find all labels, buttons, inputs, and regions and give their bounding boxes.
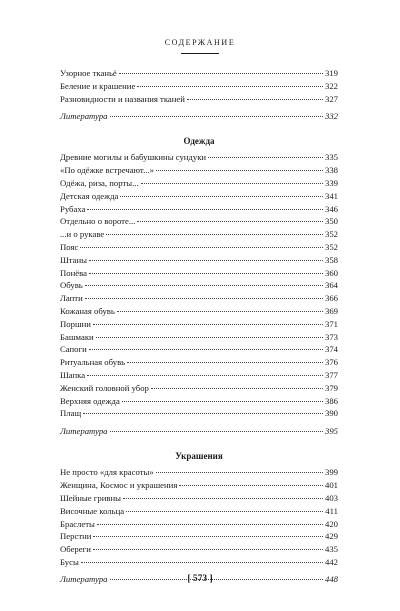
dot-leader [119, 73, 323, 74]
toc-entry [60, 228, 338, 241]
dot-leader [89, 349, 323, 350]
entry-title: Беление и крашение [60, 80, 136, 91]
dot-leader [137, 86, 323, 87]
entry-page: 403 [324, 492, 338, 503]
entry-title: Кожаная обувь [60, 306, 115, 317]
toc-entry [60, 556, 338, 569]
toc-entry [60, 356, 338, 369]
entry-page: 322 [324, 80, 338, 91]
section-title: Одежда [183, 135, 215, 146]
entry-page: 442 [324, 556, 338, 567]
entry-page: 399 [324, 467, 338, 478]
entry-title: Рубаха [60, 203, 86, 214]
entry-title: Женский головной убор [60, 382, 149, 393]
entry-title: Литература [60, 574, 108, 585]
toc-entry [60, 382, 338, 395]
dot-leader [117, 311, 323, 312]
entry-title: Детская одежда [60, 190, 119, 201]
toc-entry [60, 267, 338, 280]
dot-leader [81, 562, 323, 563]
dot-leader [187, 99, 323, 100]
page-number: [ 573 ] [187, 574, 213, 584]
entry-title: ...и о рукаве [60, 229, 105, 240]
entry-page: 411 [325, 505, 338, 516]
entry-page: 366 [324, 293, 338, 304]
entry-title: Бусы [60, 556, 79, 567]
toc-entry [60, 492, 338, 505]
entry-page: 335 [324, 152, 338, 163]
entry-page: 338 [324, 165, 338, 176]
toc-entry [60, 164, 338, 177]
entry-title: Обувь [60, 280, 83, 291]
dot-leader [110, 431, 323, 432]
entry-title: Литература [60, 425, 108, 436]
entry-page: 360 [324, 267, 338, 278]
dot-leader [80, 247, 323, 248]
dot-leader [126, 511, 323, 512]
entry-title: Литература [60, 110, 108, 121]
toc-entry [60, 505, 338, 518]
entry-title: Ритуальная обувь [60, 357, 126, 368]
entry-page: 327 [324, 93, 338, 104]
dot-leader [85, 298, 323, 299]
entry-title: Штаны [60, 254, 88, 265]
entry-title: Женщина, Космос и украшения [60, 480, 178, 491]
dot-leader [208, 157, 323, 158]
entry-title: Шапка [60, 370, 86, 381]
entry-page: 369 [324, 306, 338, 317]
entry-page: 374 [324, 344, 338, 355]
toc-entry [60, 369, 338, 382]
entry-page: 339 [324, 178, 338, 189]
toc-entry [60, 177, 338, 190]
entry-page: 346 [324, 203, 338, 214]
dot-leader [122, 401, 323, 402]
entry-title: Браслеты [60, 518, 95, 529]
toc-entry [60, 151, 338, 164]
entry-page: 429 [324, 531, 338, 542]
entry-page: 352 [324, 242, 338, 253]
toc-entry [60, 241, 338, 254]
entry-title: Древние могилы и бабушкины сундуки [60, 152, 207, 163]
entry-page: 364 [324, 280, 338, 291]
entry-title: Одёжа, риза, порты... [60, 178, 139, 189]
header-rule [181, 53, 219, 54]
entry-title: Шейные гривны [60, 492, 121, 503]
entry-page: 376 [324, 357, 338, 368]
entry-title: Башмаки [60, 331, 94, 342]
entry-title: Узорное тканьё [60, 68, 117, 78]
entry-page: 350 [324, 216, 338, 227]
toc-entry [60, 395, 338, 408]
entry-title: Верхняя одежда [60, 395, 120, 406]
dot-leader [97, 524, 323, 525]
dot-leader [83, 413, 323, 414]
entry-title: Понёва [60, 267, 87, 278]
toc-entry [60, 530, 338, 543]
table-of-contents [60, 67, 338, 586]
dot-leader [93, 549, 323, 550]
entry-page: 401 [324, 480, 338, 491]
entry-page: 390 [324, 408, 338, 419]
entry-page: 379 [324, 382, 338, 393]
entry-title: Поршни [60, 318, 91, 329]
dot-leader [123, 498, 323, 499]
entry-title: Не просто «для красоты» [60, 467, 154, 478]
toc-entry [60, 318, 338, 331]
entry-page: 341 [324, 190, 338, 201]
entry-page: 386 [324, 395, 338, 406]
dot-leader [106, 234, 323, 235]
entry-title: «По одёжке встречают...» [60, 165, 154, 176]
entry-page: 435 [324, 544, 338, 555]
toc-entry [60, 279, 338, 292]
entry-page: 319 [324, 68, 338, 78]
toc-entry [60, 203, 338, 216]
entry-page: 352 [324, 229, 338, 240]
dot-leader [85, 285, 323, 286]
entry-page: 358 [324, 254, 338, 265]
entry-title: Сапоги [60, 344, 87, 355]
entry-title: Пояс [60, 242, 79, 253]
toc-entry [60, 543, 338, 556]
dot-leader [110, 116, 323, 117]
dot-leader [87, 209, 323, 210]
literature-entry [60, 110, 338, 123]
entry-page: 395 [324, 425, 338, 436]
running-header: СОДЕРЖАНИЕ [164, 38, 236, 47]
section-title: Украшения [175, 450, 223, 461]
toc-entry [60, 305, 338, 318]
literature-entry [60, 425, 338, 438]
entry-title: Разновидности и названия тканей [60, 93, 185, 104]
entry-title: Лапти [60, 293, 83, 304]
dot-leader [127, 362, 323, 363]
dot-leader [179, 485, 323, 486]
dot-leader [151, 388, 323, 389]
dot-leader [96, 337, 323, 338]
toc-entry [60, 190, 338, 203]
entry-page: 332 [324, 110, 338, 121]
toc-entry [60, 331, 338, 344]
dot-leader [93, 324, 323, 325]
toc-entry [60, 292, 338, 305]
toc-entry [60, 93, 338, 106]
toc-entry [60, 80, 338, 93]
dot-leader [89, 260, 323, 261]
entry-title: Перстни [60, 531, 92, 542]
dot-leader [93, 536, 323, 537]
entry-title: Отдельно о вороте... [60, 216, 136, 227]
entry-title: Плащ [60, 408, 82, 419]
entry-page: 371 [324, 318, 338, 329]
toc-entry [60, 407, 338, 420]
entry-title: Обереги [60, 544, 91, 555]
entry-page: 377 [324, 370, 338, 381]
entry-title: Височные кольца [60, 505, 125, 516]
dot-leader [156, 472, 323, 473]
dot-leader [156, 170, 323, 171]
dot-leader [87, 375, 323, 376]
entry-page: 448 [324, 574, 338, 585]
toc-entry [60, 518, 338, 531]
entry-page: 373 [324, 331, 338, 342]
dot-leader [89, 273, 323, 274]
toc-entry [60, 343, 338, 356]
entry-page: 420 [324, 518, 338, 529]
toc-entry [60, 215, 338, 228]
toc-entry [60, 479, 338, 492]
toc-entry [60, 67, 338, 80]
dot-leader [120, 196, 323, 197]
dot-leader [141, 183, 323, 184]
toc-entry [60, 466, 338, 479]
dot-leader [137, 221, 323, 222]
toc-entry [60, 254, 338, 267]
